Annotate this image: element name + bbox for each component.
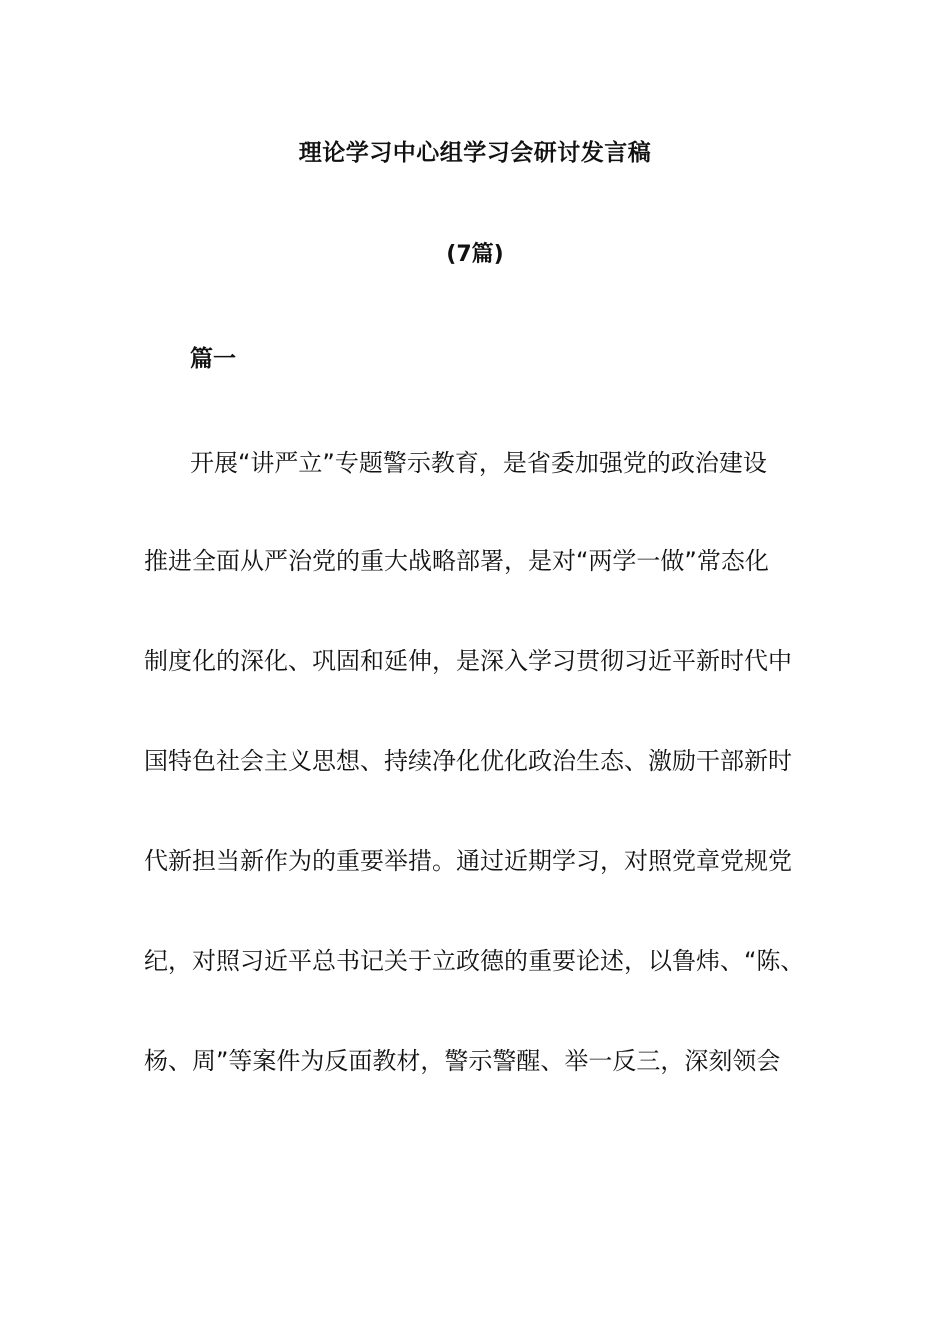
section-heading: 篇一 (190, 346, 236, 372)
paragraph-line: 杨、周”等案件为反面教材，警示警醒、举一反三，深刻领会 (144, 1047, 781, 1075)
paragraph-line: 制度化的深化、巩固和延伸，是深入学习贯彻习近平新时代中 (144, 647, 792, 675)
document-title: 理论学习中心组学习会研讨发言稿 (298, 140, 652, 166)
paragraph-line: 开展“讲严立”专题警示教育，是省委加强党的政治建设 (190, 449, 767, 477)
document-subtitle: (7篇) (446, 242, 504, 267)
paragraph-line: 推进全面从严治党的重大战略部署，是对“两学一做”常态化 (144, 547, 769, 575)
paragraph-line: 国特色社会主义思想、持续净化优化政治生态、激励干部新时 (144, 747, 792, 775)
paragraph-line: 纪，对照习近平总书记关于立政德的重要论述，以鲁炜、“陈、 (144, 947, 805, 975)
paragraph-line: 代新担当新作为的重要举措。通过近期学习，对照党章党规党 (144, 847, 792, 875)
